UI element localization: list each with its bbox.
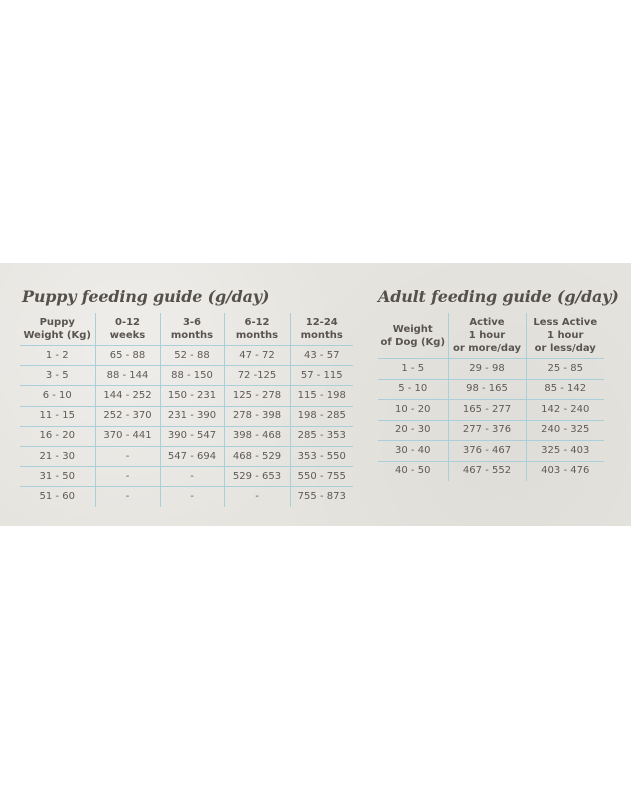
table-header-row — [20, 313, 353, 346]
table-row — [378, 379, 604, 400]
table-row — [20, 426, 353, 446]
header-puppy-weight: Puppy Weight (Kg) — [23, 317, 91, 341]
table-cell: 550 - 755 — [290, 467, 353, 487]
table-cell: 142 - 240 — [526, 400, 604, 421]
table-cell: 20 - 30 — [395, 424, 431, 436]
table-row — [378, 359, 604, 380]
table-cell: 1 - 2 — [45, 349, 69, 361]
table-cell: 88 - 144 — [95, 366, 160, 386]
table-cell: 85 - 142 — [526, 379, 604, 400]
table-cell: 165 - 277 — [448, 400, 526, 421]
table-cell: 150 - 231 — [160, 386, 224, 406]
table-row — [20, 467, 353, 487]
table-cell: - — [95, 487, 160, 507]
table-cell: 353 - 550 — [290, 446, 353, 466]
header-6-12-months: 6-12 months — [224, 313, 290, 346]
table-cell: 52 - 88 — [160, 346, 224, 366]
table-cell: 547 - 694 — [160, 446, 224, 466]
table-cell: 1 - 5 — [401, 362, 425, 374]
table-row — [20, 346, 353, 366]
table-cell: - — [160, 487, 224, 507]
table-row — [20, 386, 353, 406]
adult-feeding-table — [378, 313, 604, 481]
table-cell: - — [160, 467, 224, 487]
table-cell: 98 - 165 — [448, 379, 526, 400]
table-cell: 11 - 15 — [39, 410, 75, 422]
header-0-12-weeks: 0-12 weeks — [95, 313, 160, 346]
table-cell: 31 - 50 — [39, 470, 75, 482]
table-cell: 252 - 370 — [95, 406, 160, 426]
header-3-6-months: 3-6 months — [160, 313, 224, 346]
header-12-24-months: 12-24 months — [290, 313, 353, 346]
table-cell: 115 - 198 — [290, 386, 353, 406]
header-weight-of-dog: Weight of Dog (Kg) — [380, 323, 446, 348]
table-cell: 398 - 468 — [224, 426, 290, 446]
puppy-guide-title: Puppy feeding guide (g/day) — [22, 287, 270, 306]
table-cell: 325 - 403 — [526, 441, 604, 462]
table-cell: 40 - 50 — [395, 465, 431, 477]
table-cell: 47 - 72 — [224, 346, 290, 366]
table-cell: 43 - 57 — [290, 346, 353, 366]
header-active: Active 1 hour or more/day — [448, 313, 526, 359]
table-cell: 467 - 552 — [448, 461, 526, 481]
table-row — [20, 487, 353, 507]
adult-guide-title: Adult feeding guide (g/day) — [378, 287, 619, 306]
table-cell: 231 - 390 — [160, 406, 224, 426]
table-cell: 125 - 278 — [224, 386, 290, 406]
table-cell: 10 - 20 — [395, 403, 431, 415]
table-cell: - — [95, 446, 160, 466]
table-row — [20, 406, 353, 426]
table-cell: 25 - 85 — [526, 359, 604, 380]
puppy-feeding-table — [20, 313, 353, 507]
table-cell: 3 - 5 — [45, 369, 69, 381]
table-cell: 88 - 150 — [160, 366, 224, 386]
header-less-active: Less Active 1 hour or less/day — [526, 313, 604, 359]
table-cell: 72 -125 — [224, 366, 290, 386]
table-cell: 376 - 467 — [448, 441, 526, 462]
table-cell: 29 - 98 — [448, 359, 526, 380]
table-cell: 277 - 376 — [448, 420, 526, 441]
table-cell: 755 - 873 — [290, 487, 353, 507]
table-cell: 240 - 325 — [526, 420, 604, 441]
feeding-guide-panel — [0, 263, 631, 526]
table-row — [378, 400, 604, 421]
table-row — [20, 366, 353, 386]
table-row — [378, 441, 604, 462]
table-row — [20, 446, 353, 466]
table-cell: 529 - 653 — [224, 467, 290, 487]
table-cell: 285 - 353 — [290, 426, 353, 446]
table-cell: - — [224, 487, 290, 507]
table-cell: 21 - 30 — [39, 450, 75, 462]
table-cell: 57 - 115 — [290, 366, 353, 386]
table-cell: - — [95, 467, 160, 487]
table-cell: 30 - 40 — [395, 444, 431, 456]
table-row — [378, 420, 604, 441]
table-cell: 6 - 10 — [42, 389, 72, 401]
table-cell: 16 - 20 — [39, 430, 75, 442]
table-cell: 144 - 252 — [95, 386, 160, 406]
table-row — [378, 461, 604, 481]
table-cell: 198 - 285 — [290, 406, 353, 426]
table-cell: 65 - 88 — [95, 346, 160, 366]
table-cell: 51 - 60 — [39, 490, 75, 502]
table-cell: 468 - 529 — [224, 446, 290, 466]
table-cell: 278 - 398 — [224, 406, 290, 426]
table-cell: 403 - 476 — [526, 461, 604, 481]
table-header-row — [378, 313, 604, 359]
table-cell: 390 - 547 — [160, 426, 224, 446]
table-cell: 370 - 441 — [95, 426, 160, 446]
table-cell: 5 - 10 — [398, 383, 428, 395]
